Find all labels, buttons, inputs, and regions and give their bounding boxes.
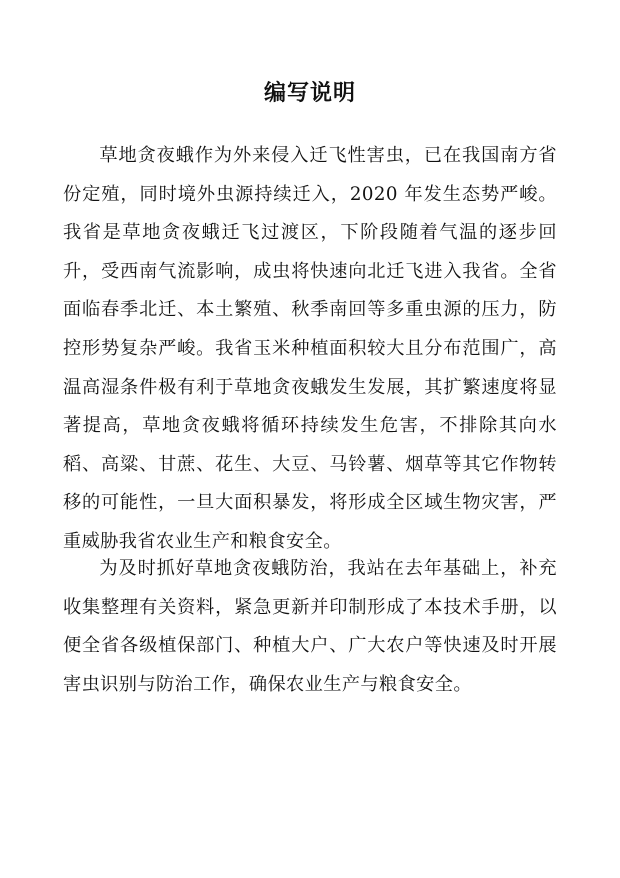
body-paragraph-1: 草地贪夜蛾作为外来侵入迁飞性害虫，已在我国南方省份定殖，同时境外虫源持续迁入，2020 年发生态势严峻。我省是草地贪夜蛾迁飞过渡区，下阶段随着气温的逐步回升，受西南气流影响，成虫将快速向北迁飞进入我省。全省面临春季北迁、本土繁殖、秋季南回等多重虫源的压力，防控形势复杂严峻。我省玉米种植面积较大且分布范围广，高温高湿条件极有利于草地贪夜蛾发生发展，其扩繁速度将显著提高，草地贪夜蛾将循环持续发生危害，不排除其向水稻、高粱、甘蔗、花生、大豆、马铃薯、烟草等其它作物转移的可能性，一旦大面积暴发，将形成全区域生物灾害，严重威胁我省农业生产和粮食安全。 [63, 145, 557, 552]
page-title: 编写说明 [263, 81, 356, 106]
body-paragraph-2: 为及时抓好草地贪夜蛾防治，我站在去年基础上，补充收集整理有关资料，紧急更新并印制形成了本技术手册，以便全省各级植保部门、种植大户、广大农户等快速及时开展害虫识别与防治工作，确保农业生产与粮食安全。 [63, 558, 557, 695]
